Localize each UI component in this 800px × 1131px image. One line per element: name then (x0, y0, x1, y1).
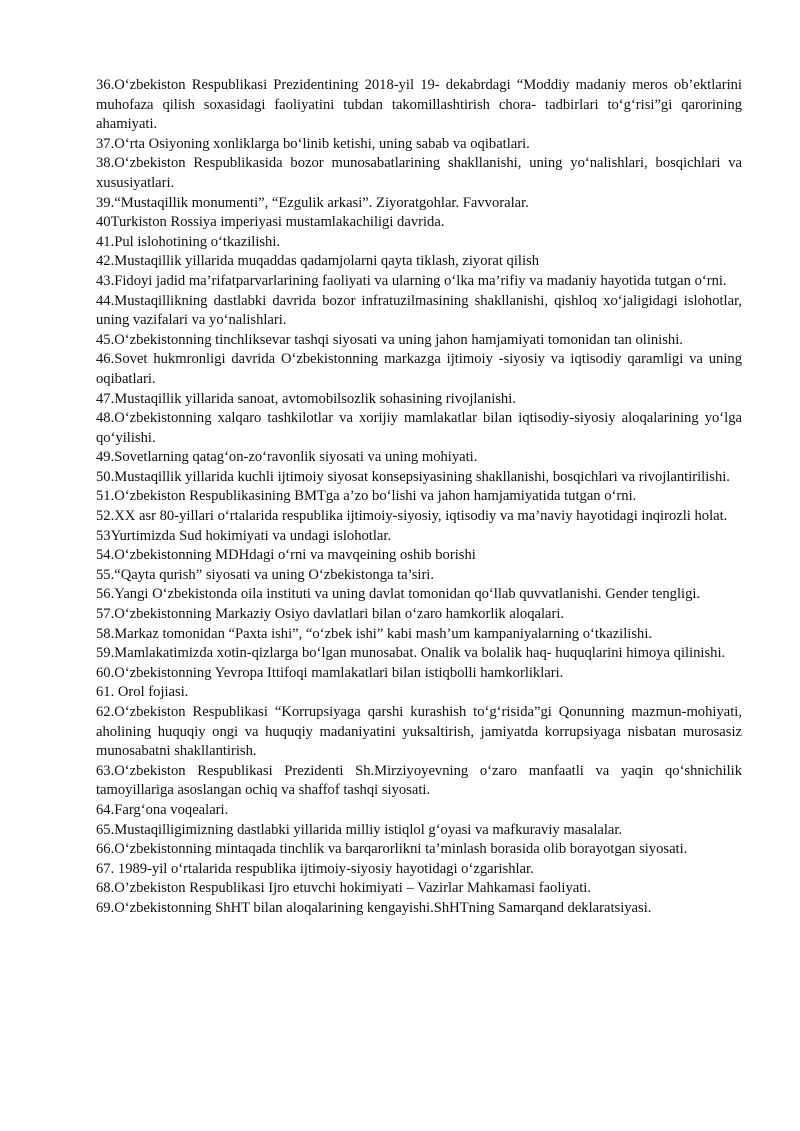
list-item: 58.Markaz tomonidan “Paxta ishi”, “o‘zbek ishi” kabi mash’um kampaniyalarning o‘tkazilishi. (96, 625, 653, 642)
question-list (96, 76, 742, 919)
list-item: 54.O‘zbekistonning MDHdagi o‘rni va mavqeining oshib borishi (96, 547, 476, 564)
list-item: 51.O‘zbekiston Respublikasining BMTga a’zo bo‘lishi va jahon hamjamiyatida tutgan o‘rni. (96, 488, 637, 505)
list-item: 59.Mamlakatimizda xotin-qizlarga bo‘lgan munosabat. Onalik va bolalik haq- huquqlarini himoya qilinishi. (96, 645, 726, 662)
list-item: 50.Mustaqillik yillarida kuchli ijtimoiy siyosat konsepsiyasining shakllanishi, bosqichlari va rivojlantirilishi. (96, 468, 730, 485)
list-item: 38.O‘zbekiston Respublikasida bozor munosabatlarining shakllanishi, uning yo‘nalishlari, bosqichlari va xususiyatlari. (96, 155, 742, 191)
list-item: 68.O’zbekiston Respublikasi Ijro etuvchi hokimiyati – Vazirlar Mahkamasi faoliyati. (96, 880, 591, 897)
list-item: 66.O‘zbekistonning mintaqada tinchlik va barqarorlikni ta’minlash borasida olib borayotgan siyosati. (96, 841, 688, 858)
list-item: 62.O‘zbekiston Respublikasi “Korrupsiyaga qarshi kurashish to‘g‘risida”gi Qonunning mazmun-mohiyati, aholining huquqiy ongi va huquqiy madaniyatini yuksaltirish, jamiyatda korrupsiyaga nisbatan murosasiz munosabatni shakllantirish. (96, 704, 742, 760)
list-item: 45.O‘zbekistonning tinchliksevar tashqi siyosati va uning jahon hamjamiyati tomonidan tan olinishi. (96, 331, 683, 348)
list-item: 52.XX asr 80-yillari o‘rtalarida respublika ijtimoiy-siyosiy, iqtisodiy va ma’naviy hayotidagi inqirozli holat. (96, 508, 728, 525)
list-item: 47.Mustaqillik yillarida sanoat, avtomobilsozlik sohasining rivojlanishi. (96, 390, 516, 407)
list-item: 63.O‘zbekiston Respublikasi Prezidenti Sh.Mirziyoyevning o‘zaro manfaatli va yaqin qo‘shnichilik tamoyillariga asoslangan ochiq va shaffof tashqi siyosati. (96, 762, 742, 799)
list-item: 48.O‘zbekistonning xalqaro tashkilotlar va xorijiy mamlakatlar bilan iqtisodiy-siyosiy aloqalarining yo‘lga qo‘yilishi. (96, 410, 742, 446)
list-item: 53Yurtimizda Sud hokimiyati va undagi islohotlar. (96, 527, 392, 544)
list-item: 42.Mustaqillik yillarida muqaddas qadamjolarni qayta tiklash, ziyorat qilish (96, 253, 539, 270)
list-item: 46.Sovet hukmronligi davrida O‘zbekistonning markazga ijtimoiy -siyosiy va iqtisodiy qaramligi va uning oqibatlari. (96, 351, 742, 387)
list-item: 60.O‘zbekistonning Yevropa Ittifoqi mamlakatlari bilan istiqbolli hamkorliklari. (96, 664, 564, 681)
list-item: 49.Sovetlarning qatag‘on-zo‘ravonlik siyosati va uning mohiyati. (96, 449, 478, 466)
list-item: 41.Pul islohotining o‘tkazilishi. (96, 233, 281, 250)
list-item: 37.O‘rta Osiyoning xonliklarga bo‘linib ketishi, uning sabab va oqibatlari. (96, 135, 530, 152)
list-item: 64.Farg‘ona voqealari. (96, 801, 229, 818)
list-item: 57.O‘zbekistonning Markaziy Osiyo davlatlari bilan o‘zaro hamkorlik aloqalari. (96, 606, 565, 623)
list-item: 44.Mustaqillikning dastlabki davrida bozor infratuzilmasining shakllanishi, qishloq xo‘jaligidagi islohotlar, uning vazifalari va yo‘nalishlari. (96, 292, 742, 329)
list-item: 55.“Qayta qurish” siyosati va uning O‘zbekistonga ta’siri. (96, 566, 435, 583)
list-item: 56.Yangi O‘zbekistonda oila instituti va uning davlat tomonidan qo‘llab quvvatlanishi. Gender tengligi. (96, 586, 701, 603)
list-item: 61. Orol fojiasi. (96, 684, 189, 701)
list-item: 43.Fidoyi jadid ma’rifatparvarlarining faoliyati va ularning o‘lka ma’rifiy va madaniy hayotida tutgan o‘rni. (96, 272, 727, 289)
list-item: 65.Mustaqilligimizning dastlabki yillarida milliy istiqlol g‘oyasi va mafkuraviy masalalar. (96, 821, 623, 838)
list-item: 36.O‘zbekiston Respublikasi Prezidentining 2018-yil 19- dekabrdagi “Moddiy madaniy meros ob’ektlarini muhofaza qilish soxasidagi faoliyatini tubdan takomillashtirish chora- tadbirlari to‘g‘risi”gi qarorining ahamiyati. (96, 77, 742, 133)
list-item: 67. 1989-yil o‘rtalarida respublika ijtimoiy-siyosiy hayotidagi o‘zgarishlar. (96, 860, 534, 877)
list-item: 69.O‘zbekistonning ShHT bilan aloqalarining kengayishi.ShHTning Samarqand deklaratsiyasi. (96, 899, 652, 916)
list-item: 40Turkiston Rossiya imperiyasi mustamlakachiligi davrida. (96, 214, 445, 231)
list-item: 39.“Mustaqillik monumenti”, “Ezgulik arkasi”. Ziyoratgohlar. Favvoralar. (96, 194, 529, 211)
